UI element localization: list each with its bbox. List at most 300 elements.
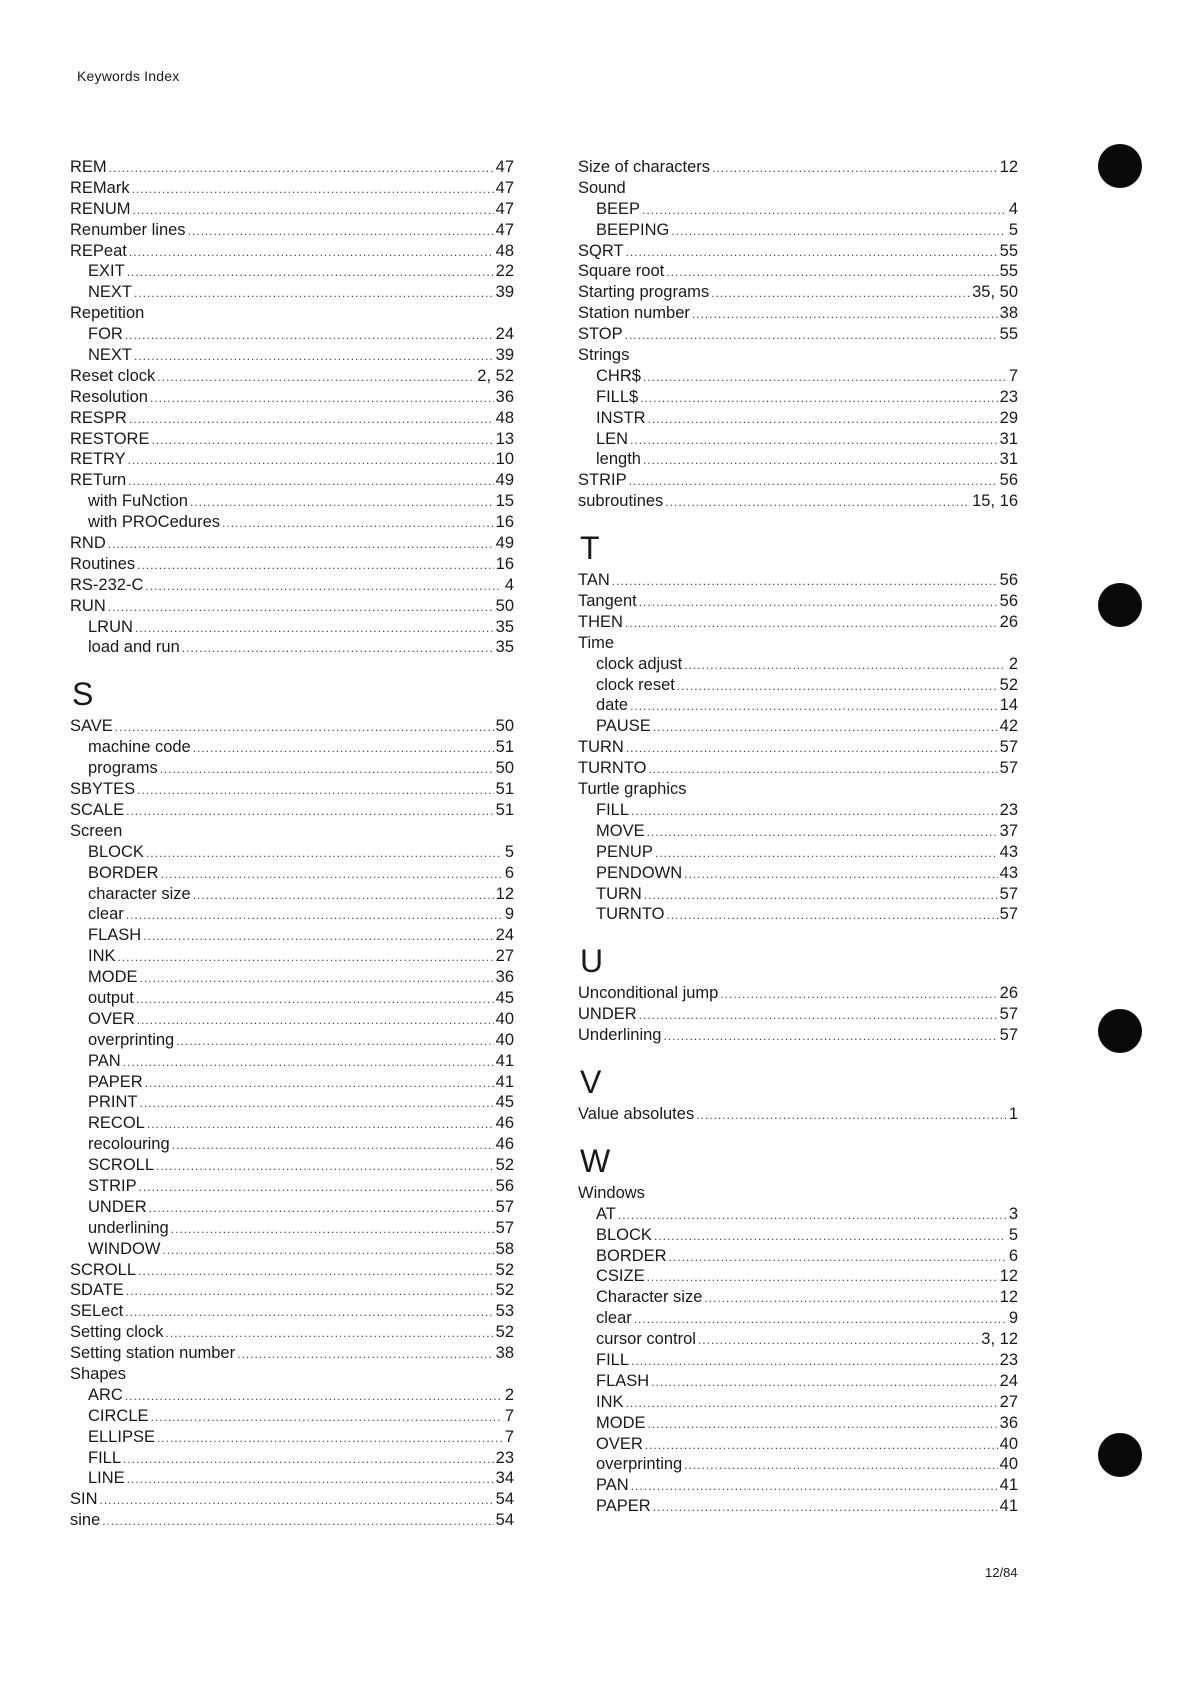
entry-page-number: 36 (495, 968, 514, 987)
index-subentry (70, 1176, 514, 1197)
index-subentry (578, 449, 1018, 470)
entry-term: ELLIPSE (88, 1427, 155, 1446)
entry-page-number: 39 (495, 346, 514, 365)
entry-page-number: 23 (999, 387, 1018, 406)
entry-page-number: 39 (495, 283, 514, 302)
index-subentry (70, 1239, 514, 1260)
entry-page-number: 6 (1008, 1246, 1018, 1265)
entry-page-number: 38 (495, 1344, 514, 1363)
dot-leader (127, 262, 494, 282)
index-subentry (578, 821, 1018, 842)
entry-term: FILL (88, 1448, 122, 1467)
dot-leader (129, 409, 494, 429)
entry-term: OVER (596, 1434, 643, 1453)
index-entry (578, 324, 1018, 345)
index-subentry (578, 1246, 1018, 1267)
dot-leader (139, 1177, 494, 1197)
entry-page-number: 45 (495, 988, 514, 1007)
entry-page-number: 26 (999, 612, 1018, 631)
index-entry (70, 1489, 514, 1510)
dot-leader (631, 1351, 998, 1371)
index-entry (70, 1280, 514, 1301)
entry-page-number: 50 (495, 759, 514, 778)
index-entry (70, 800, 514, 821)
dot-leader (151, 1407, 502, 1427)
index-group-heading (70, 303, 514, 324)
dot-leader (712, 158, 998, 178)
entry-term: RUN (70, 596, 106, 615)
dot-leader (115, 717, 494, 737)
dot-leader (157, 1428, 502, 1448)
index-entry (70, 554, 514, 575)
entry-page-number: 37 (999, 821, 1018, 840)
index-group-heading (578, 779, 1018, 800)
dot-leader (193, 738, 494, 758)
index-subentry (70, 925, 514, 946)
dot-leader (108, 534, 494, 554)
dot-leader (671, 221, 1006, 241)
index-subentry (578, 199, 1018, 220)
index-entry (70, 429, 514, 450)
index-subentry (578, 1350, 1018, 1371)
index-entry (70, 408, 514, 429)
entry-page-number: 14 (999, 696, 1018, 715)
entry-page-number: 27 (999, 1392, 1018, 1411)
index-subentry (70, 1197, 514, 1218)
index-entry (578, 1104, 1018, 1125)
dot-leader (157, 367, 475, 387)
punch-hole-2 (1098, 583, 1142, 627)
dot-leader (188, 221, 494, 241)
entry-page-number: 23 (999, 1350, 1018, 1369)
entry-page-number: 47 (495, 220, 514, 239)
dot-leader (669, 1247, 1006, 1267)
entry-term: SELect (70, 1302, 124, 1321)
index-subentry (70, 1072, 514, 1093)
index-subentry (70, 1218, 514, 1239)
entry-term: subroutines (578, 492, 664, 511)
entry-term: machine code (88, 738, 191, 757)
entry-page-number: 22 (495, 262, 514, 281)
entry-term: clear (88, 905, 124, 924)
entry-term: clock reset (596, 675, 675, 694)
index-entry (70, 575, 514, 596)
index-entry (578, 591, 1018, 612)
index-entry (70, 779, 514, 800)
entry-term: load and run (88, 638, 180, 657)
index-subentry (70, 1427, 514, 1448)
entry-page-number: 53 (495, 1302, 514, 1321)
entry-page-number: 52 (495, 1281, 514, 1300)
index-subentry (578, 1371, 1018, 1392)
index-group-heading (578, 633, 1018, 654)
dot-leader (639, 1005, 998, 1025)
entry-term: Shapes (70, 1364, 126, 1383)
index-subentry (578, 884, 1018, 905)
dot-leader (145, 576, 502, 596)
entry-term: NEXT (88, 283, 133, 302)
entry-term: ARC (88, 1385, 123, 1404)
entry-page-number: 31 (999, 429, 1018, 448)
dot-leader (140, 968, 494, 988)
dot-leader (698, 1330, 979, 1350)
entry-term: RESTORE (70, 429, 150, 448)
entry-page-number: 41 (495, 1072, 514, 1091)
entry-term: clear (596, 1309, 632, 1328)
dot-leader (132, 179, 494, 199)
dot-leader (647, 822, 998, 842)
entry-term: BLOCK (596, 1225, 652, 1244)
entry-page-number: 48 (495, 241, 514, 260)
index-subentry (578, 716, 1018, 737)
index-subentry (578, 1434, 1018, 1455)
index-subentry (70, 1051, 514, 1072)
entry-term: PRINT (88, 1093, 138, 1112)
dot-leader (123, 1449, 494, 1469)
entry-page-number: 6 (504, 863, 514, 882)
entry-page-number: 52 (495, 1323, 514, 1342)
entry-term: recolouring (88, 1135, 170, 1154)
dot-leader (711, 283, 970, 303)
index-subentry (578, 1475, 1018, 1496)
index-entry (70, 1301, 514, 1322)
entry-term: TURNTO (578, 759, 647, 778)
entry-page-number: 42 (999, 717, 1018, 736)
entry-term: RECOL (88, 1114, 145, 1133)
dot-leader (654, 1226, 1006, 1246)
entry-page-number: 55 (999, 262, 1018, 281)
entry-term: FOR (88, 325, 123, 344)
dot-leader (663, 1026, 997, 1046)
entry-page-number: 12 (999, 158, 1018, 176)
dot-leader (630, 430, 998, 450)
entry-term: FLASH (596, 1371, 650, 1390)
index-subentry (578, 1454, 1018, 1475)
entry-page-number: 24 (495, 325, 514, 344)
entry-page-number: 23 (495, 1448, 514, 1467)
dot-leader (166, 1323, 494, 1343)
entry-term: BEEP (596, 199, 641, 218)
index-entry (70, 716, 514, 737)
dot-leader (133, 200, 494, 220)
entry-page-number: 57 (999, 759, 1018, 778)
entry-page-number: 23 (999, 800, 1018, 819)
index-subentry (70, 863, 514, 884)
entry-page-number: 58 (495, 1239, 514, 1258)
dot-leader (653, 1497, 998, 1517)
entry-term: Renumber lines (70, 220, 186, 239)
entry-term: SIN (70, 1490, 98, 1509)
entry-page-number: 1 (1008, 1104, 1018, 1123)
dot-leader (677, 676, 998, 696)
page-header: Keywords Index (77, 68, 180, 84)
dot-leader (150, 388, 494, 408)
entry-page-number: 10 (495, 450, 514, 469)
entry-page-number: 57 (999, 738, 1018, 757)
entry-page-number: 36 (999, 1413, 1018, 1432)
index-subentry (578, 904, 1018, 925)
index-entry (578, 261, 1018, 282)
entry-page-number: 35 (495, 617, 514, 636)
entry-page-number: 40 (999, 1434, 1018, 1453)
section-letter: S (72, 676, 94, 713)
entry-term: PAN (596, 1476, 629, 1495)
index-subentry (578, 1413, 1018, 1434)
section-letter: T (580, 530, 600, 567)
index-subentry (578, 220, 1018, 241)
entry-page-number: 56 (495, 1176, 514, 1195)
dot-leader (136, 989, 494, 1009)
dot-leader (134, 346, 494, 366)
entry-page-number: 31 (999, 450, 1018, 469)
entry-page-number: 34 (495, 1469, 514, 1488)
entry-page-number: 57 (999, 1026, 1018, 1045)
index-subentry (70, 1009, 514, 1030)
dot-leader (118, 947, 494, 967)
entry-term: WINDOW (88, 1239, 161, 1258)
dot-leader (109, 158, 494, 178)
index-subentry (578, 1392, 1018, 1413)
index-entry (578, 983, 1018, 1004)
dot-leader (647, 1267, 998, 1287)
entry-page-number: 24 (999, 1371, 1018, 1390)
dot-leader (137, 1010, 494, 1030)
entry-term: BLOCK (88, 842, 144, 861)
dot-leader (145, 1073, 494, 1093)
dot-leader (162, 1240, 493, 1260)
entry-term: FILL (596, 1350, 630, 1369)
entry-term: PAN (88, 1051, 121, 1070)
entry-page-number: 26 (999, 984, 1018, 1003)
index-subentry (578, 842, 1018, 863)
dot-leader (618, 1205, 1006, 1225)
dot-leader (182, 638, 494, 658)
entry-page-number: 9 (504, 905, 514, 924)
entry-page-number: 35 (495, 638, 514, 657)
dot-leader (237, 1344, 494, 1364)
entry-page-number: 7 (1008, 366, 1018, 385)
dot-leader (128, 471, 493, 491)
index-subentry (70, 1030, 514, 1051)
entry-term: FLASH (88, 926, 142, 945)
dot-leader (161, 864, 502, 884)
entry-page-number: 52 (495, 1260, 514, 1279)
entry-page-number: 35, 50 (972, 283, 1018, 302)
entry-page-number: 41 (495, 1051, 514, 1070)
entry-term: BORDER (88, 863, 159, 882)
entry-term: TAN (578, 571, 610, 590)
entry-term: PAPER (88, 1072, 143, 1091)
dot-leader (631, 1476, 998, 1496)
entry-term: TURN (578, 738, 624, 757)
index-entry (578, 758, 1018, 779)
entry-page-number: 43 (999, 863, 1018, 882)
entry-page-number: 15, 16 (972, 492, 1018, 511)
entry-page-number: 52 (999, 675, 1018, 694)
dot-leader (625, 613, 998, 633)
index-subentry (70, 967, 514, 988)
entry-term: Tangent (578, 592, 637, 611)
entry-term: BORDER (596, 1246, 667, 1265)
dot-leader (171, 1219, 494, 1239)
dot-leader (625, 325, 998, 345)
entry-term: BEEPING (596, 220, 670, 239)
entry-term: Turtle graphics (578, 780, 687, 799)
entry-page-number: 57 (495, 1218, 514, 1237)
dot-leader (129, 242, 494, 262)
entry-page-number: 50 (495, 596, 514, 615)
entry-term: SCROLL (70, 1260, 137, 1279)
index-subentry (578, 1308, 1018, 1329)
entry-page-number: 29 (999, 408, 1018, 427)
entry-page-number: 9 (1008, 1309, 1018, 1328)
index-entry (70, 1260, 514, 1281)
entry-page-number: 54 (495, 1511, 514, 1530)
dot-leader (643, 367, 1006, 387)
index-subentry (70, 512, 514, 533)
dot-leader (640, 388, 997, 408)
entry-page-number: 7 (504, 1406, 514, 1425)
index-column-left (70, 157, 514, 1531)
entry-page-number: 3, 12 (981, 1330, 1018, 1349)
entry-page-number: 12 (999, 1288, 1018, 1307)
entry-term: CIRCLE (88, 1406, 149, 1425)
index-subentry (578, 800, 1018, 821)
entry-term: TURNTO (596, 905, 665, 924)
entry-term: length (596, 450, 641, 469)
index-entry (70, 533, 514, 554)
entry-term: STRIP (88, 1176, 137, 1195)
entry-term: Windows (578, 1183, 645, 1202)
entry-page-number: 5 (1008, 1225, 1018, 1244)
entry-term: clock adjust (596, 654, 683, 673)
dot-leader (684, 1455, 997, 1475)
entry-term: with FuNction (88, 492, 188, 511)
entry-term: INK (596, 1392, 624, 1411)
entry-term: Character size (596, 1288, 703, 1307)
entry-term: Time (578, 633, 615, 652)
entry-term: STOP (578, 325, 623, 344)
index-group-heading (70, 821, 514, 842)
entry-term: sine (70, 1511, 101, 1530)
entry-page-number: 52 (495, 1156, 514, 1175)
index-subentry (70, 1134, 514, 1155)
index-entry (578, 737, 1018, 758)
index-subentry (578, 387, 1018, 408)
index-subentry (70, 261, 514, 282)
entry-page-number: 47 (495, 158, 514, 176)
entry-term: PENUP (596, 842, 653, 861)
dot-leader (156, 1156, 494, 1176)
dot-leader (108, 597, 494, 617)
entry-page-number: 4 (504, 575, 514, 594)
entry-term: REM (70, 158, 107, 176)
entry-page-number: 5 (504, 842, 514, 861)
entry-term: REPeat (70, 241, 127, 260)
entry-term: with PROCedures (88, 513, 221, 532)
entry-term: MODE (88, 968, 138, 987)
index-subentry (578, 675, 1018, 696)
dot-leader (626, 1393, 998, 1413)
entry-page-number: 2 (1008, 654, 1018, 673)
index-subentry (70, 1385, 514, 1406)
entry-term: MOVE (596, 821, 645, 840)
entry-term: REMark (70, 178, 130, 197)
index-subentry (70, 1468, 514, 1489)
entry-term: Unconditional jump (578, 984, 719, 1003)
index-group-heading (70, 1364, 514, 1385)
entry-term: LINE (88, 1469, 125, 1488)
dot-leader (190, 492, 494, 512)
entry-term: underlining (88, 1218, 169, 1237)
dot-leader (612, 571, 998, 591)
dot-leader (626, 738, 998, 758)
entry-term: NEXT (88, 346, 133, 365)
entry-term: MODE (596, 1413, 646, 1432)
entry-term: Setting clock (70, 1323, 164, 1342)
dot-leader (125, 1386, 502, 1406)
index-entry (70, 470, 514, 491)
entry-page-number: 51 (495, 780, 514, 799)
entry-term: RND (70, 534, 106, 553)
index-entry (70, 366, 514, 387)
index-entry (578, 282, 1018, 303)
entry-page-number: 49 (495, 534, 514, 553)
index-entry (70, 449, 514, 470)
entry-term: cursor control (596, 1330, 696, 1349)
index-subentry (578, 1496, 1018, 1517)
entry-page-number: 55 (999, 325, 1018, 344)
dot-leader (176, 1031, 493, 1051)
index-subentry (70, 904, 514, 925)
entry-page-number: 40 (495, 1009, 514, 1028)
dot-leader (222, 513, 494, 533)
entry-page-number: 55 (999, 241, 1018, 260)
index-entry (578, 570, 1018, 591)
page-footer: 12/84 (985, 1565, 1018, 1580)
index-entry (578, 1025, 1018, 1046)
dot-leader (125, 325, 494, 345)
entry-term: PAPER (596, 1497, 651, 1516)
entry-page-number: 46 (495, 1135, 514, 1154)
dot-leader (146, 843, 502, 863)
entry-page-number: 50 (495, 717, 514, 736)
entry-term: Setting station number (70, 1344, 236, 1363)
index-group-heading (578, 1183, 1018, 1204)
index-subentry (70, 345, 514, 366)
entry-page-number: 16 (495, 554, 514, 573)
index-subentry (578, 366, 1018, 387)
entry-page-number: 56 (999, 592, 1018, 611)
entry-term: Square root (578, 262, 665, 281)
dot-leader (172, 1135, 494, 1155)
index-subentry (70, 324, 514, 345)
index-subentry (578, 1204, 1018, 1225)
entry-term: overprinting (596, 1455, 683, 1474)
entry-term: RS-232-C (70, 575, 144, 594)
dot-leader (655, 843, 998, 863)
index-entry (70, 1343, 514, 1364)
entry-page-number: 15 (495, 492, 514, 511)
entry-term: PAUSE (596, 717, 651, 736)
entry-term: overprinting (88, 1030, 175, 1049)
index-entry (70, 241, 514, 262)
dot-leader (653, 717, 998, 737)
dot-leader (684, 655, 1006, 675)
index-entry (70, 199, 514, 220)
entry-term: Reset clock (70, 366, 156, 385)
index-subentry (70, 491, 514, 512)
